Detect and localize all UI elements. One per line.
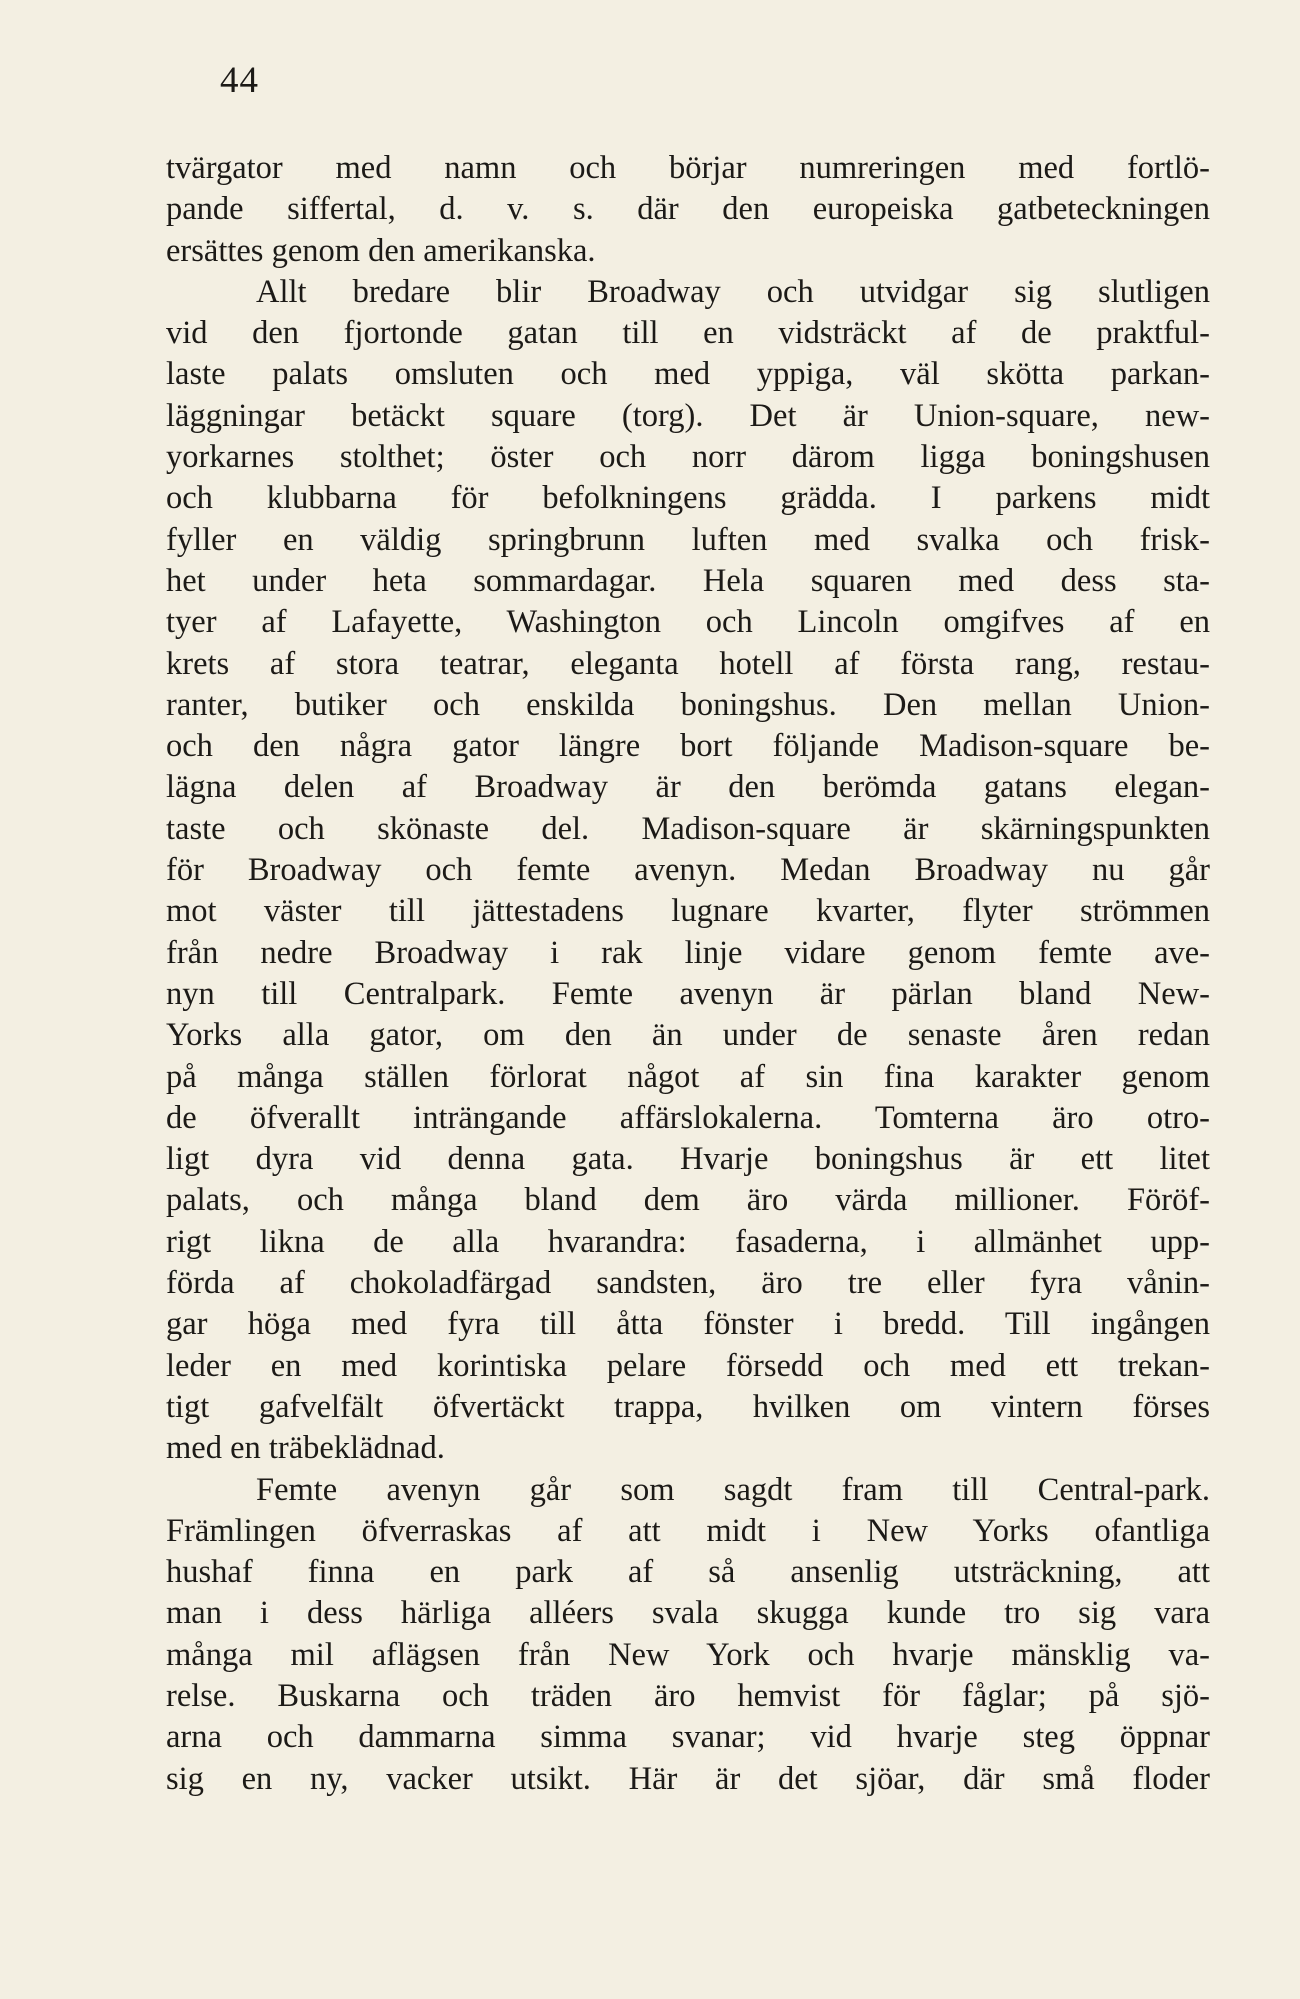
text-line: Yorks alla gator, om den än under de senaste åren redan [166, 1017, 1210, 1054]
text-line: mot väster till jättestadens lugnare kvarter, flyter strömmen [166, 893, 1210, 930]
text-line: relse. Buskarna och träden äro hemvist för fåglar; på sjö- [166, 1677, 1210, 1714]
text-line: många mil aflägsen från New York och hvarje mänsklig va- [166, 1636, 1210, 1673]
text-line: Allt bredare blir Broadway och utvidgar sig slutligen [256, 273, 1210, 310]
text-line: på många ställen förlorat något af sin fina karakter genom [166, 1058, 1210, 1095]
text-line: Femte avenyn går som sagdt fram till Central-park. [256, 1471, 1210, 1508]
text-line: ersättes genom den amerikanska. [166, 232, 596, 269]
text-line: och den några gator längre bort följande Madison-square be- [166, 728, 1210, 765]
text-line: palats, och många bland dem äro värda millioner. Föröf- [166, 1182, 1210, 1219]
text-line: rigt likna de alla hvarandra: fasaderna, i allmänhet upp- [166, 1223, 1210, 1260]
text-line: hushaf finna en park af så ansenlig utsträckning, att [166, 1554, 1210, 1591]
text-line: krets af stora teatrar, eleganta hotell af första rang, restau- [166, 645, 1210, 682]
text-line: lägna delen af Broadway är den berömda gatans elegan- [166, 769, 1210, 806]
text-line: nyn till Centralpark. Femte avenyn är pärlan bland New- [166, 975, 1210, 1012]
text-line: för Broadway och femte avenyn. Medan Broadway nu går [166, 852, 1210, 889]
text-line: leder en med korintiska pelare försedd och med ett trekan- [166, 1347, 1210, 1384]
text-line: de öfverallt inträngande affärslokalerna. Tomterna äro otro- [166, 1099, 1210, 1136]
text-line: ranter, butiker och enskilda boningshus. Den mellan Union- [166, 686, 1210, 723]
text-line: vid den fjortonde gatan till en vidsträckt af de praktful- [166, 315, 1210, 352]
text-line: pande siffertal, d. v. s. där den europeiska gatbeteckningen [166, 191, 1210, 228]
text-line: Främlingen öfverraskas af att midt i New Yorks ofantliga [166, 1512, 1210, 1549]
text-line: het under heta sommardagar. Hela squaren med dess sta- [166, 562, 1210, 599]
text-line: gar höga med fyra till åtta fönster i bredd. Till ingången [166, 1306, 1210, 1343]
text-line: förda af chokoladfärgad sandsten, äro tre eller fyra vånin- [166, 1265, 1210, 1302]
text-line: yorkarnes stolthet; öster och norr därom ligga boningshusen [166, 439, 1210, 476]
text-line: och klubbarna för befolkningens grädda. I parkens midt [166, 480, 1210, 517]
body-text [166, 148, 1210, 1800]
text-line: sig en ny, vacker utsikt. Här är det sjöar, där små floder [166, 1760, 1210, 1797]
text-line: med en träbeklädnad. [166, 1430, 445, 1467]
text-line: tyer af Lafayette, Washington och Lincoln omgifves af en [166, 604, 1210, 641]
text-line: man i dess härliga alléers svala skugga kunde tro sig vara [166, 1595, 1210, 1632]
page-number: 44 [220, 60, 259, 101]
text-line: från nedre Broadway i rak linje vidare genom femte ave- [166, 934, 1210, 971]
text-line: arna och dammarna simma svanar; vid hvarje steg öppnar [166, 1719, 1210, 1756]
text-line: taste och skönaste del. Madison-square är skärningspunkten [166, 810, 1210, 847]
text-line: tvärgator med namn och börjar numreringen med fortlö- [166, 150, 1210, 186]
text-line: tigt gafvelfält öfvertäckt trappa, hvilken om vintern förses [166, 1388, 1210, 1425]
text-line: fyller en väldig springbrunn luften med svalka och frisk- [166, 521, 1210, 558]
text-line: laste palats omsluten och med yppiga, väl skötta parkan- [166, 356, 1210, 393]
text-line: ligt dyra vid denna gata. Hvarje boningshus är ett litet [166, 1141, 1210, 1178]
text-line: läggningar betäckt square (torg). Det är Union-square, new- [166, 397, 1210, 434]
